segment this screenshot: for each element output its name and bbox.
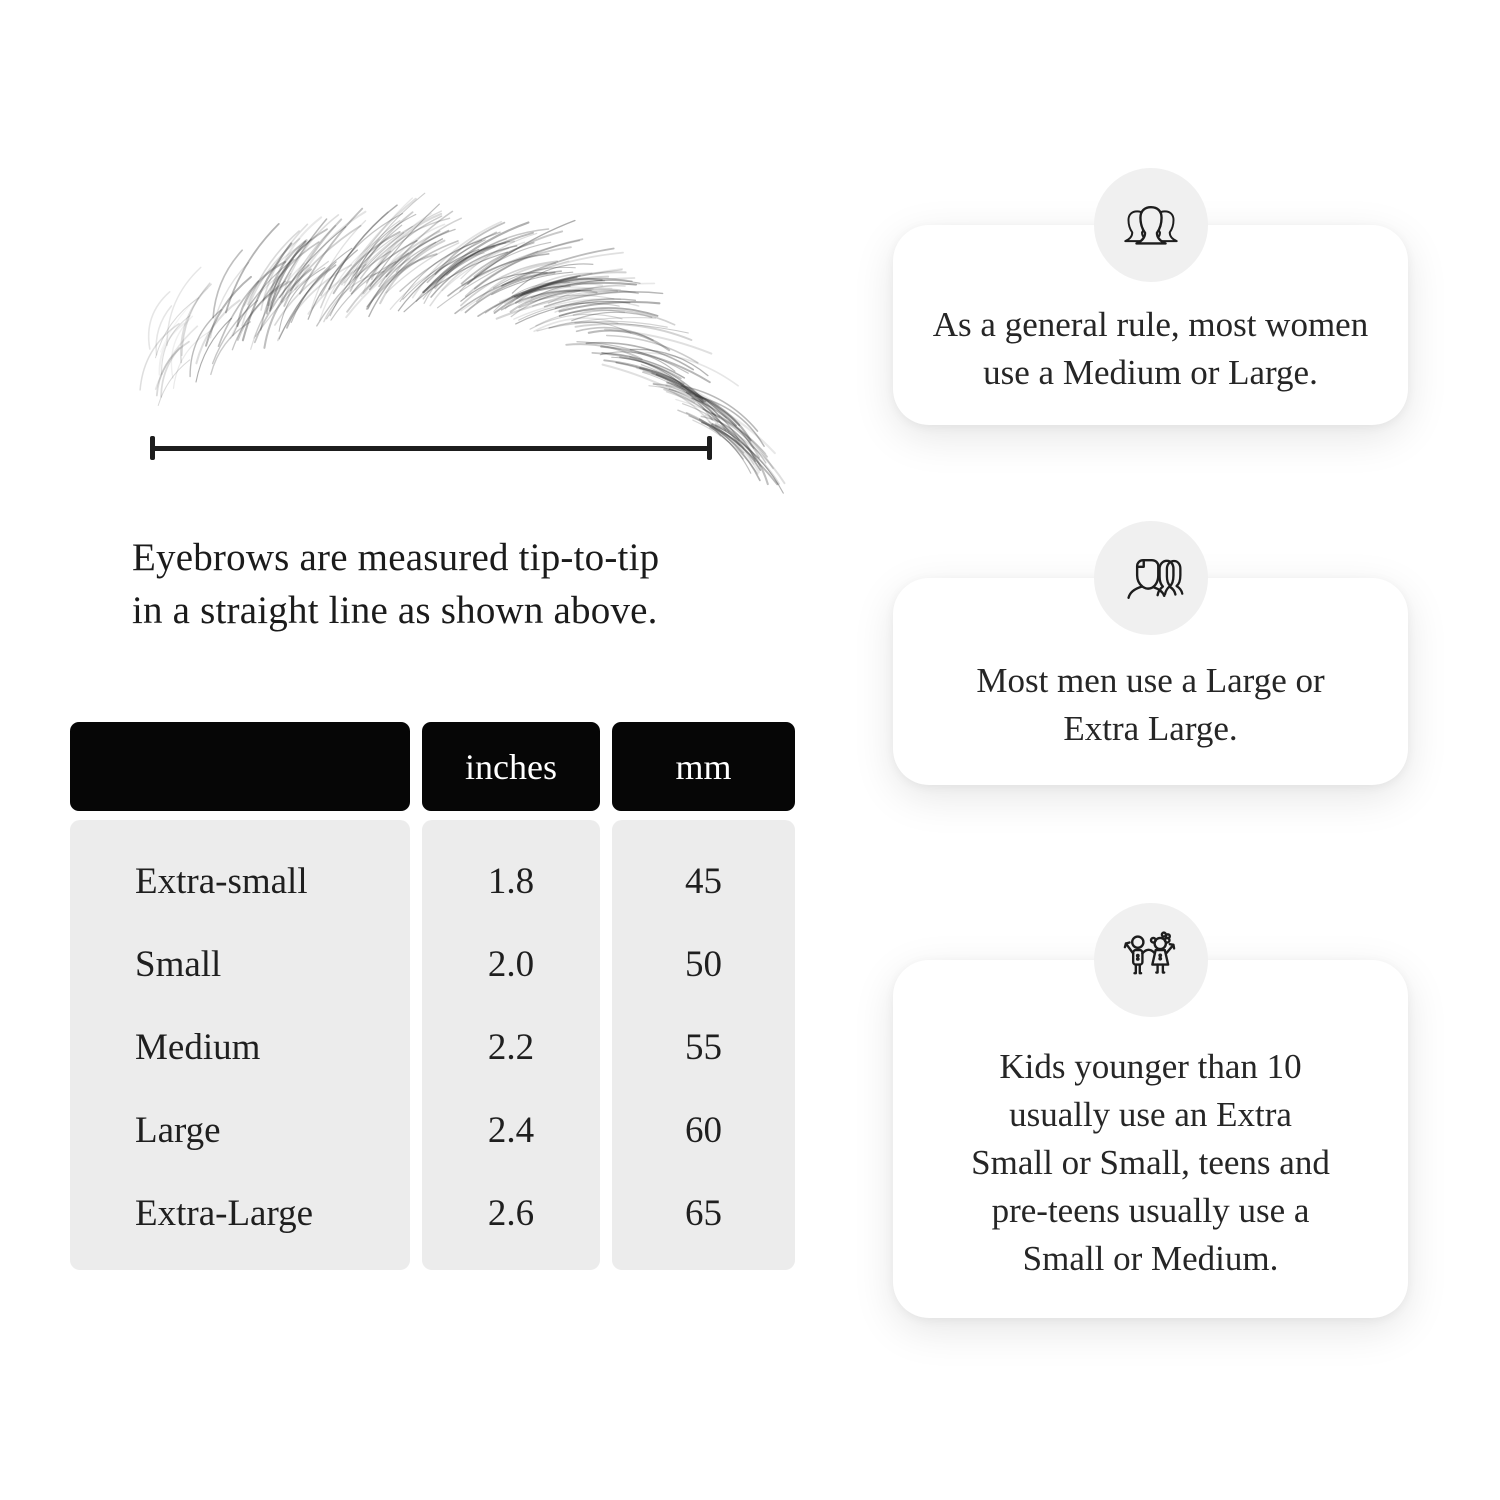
measurement-line-bar	[150, 446, 712, 451]
size-name-cell: Small	[135, 944, 222, 985]
card-text-line: pre-teens usually use a	[991, 1190, 1310, 1230]
size-name-cell: Medium	[135, 1027, 261, 1068]
card-text-line: As a general rule, most women	[932, 304, 1369, 344]
size-name-cell: Extra-small	[135, 861, 308, 902]
caption-line-1: Eyebrows are measured tip-to-tip	[132, 536, 660, 579]
card-text-line: Small or Medium.	[1022, 1238, 1279, 1278]
measurement-line-right-cap	[707, 436, 712, 460]
table-column-inches	[422, 820, 600, 1270]
mm-value-cell: 45	[685, 861, 722, 902]
info-card-kids	[893, 960, 1408, 1318]
mm-value-cell: 65	[685, 1193, 722, 1234]
card-text-line: Extra Large.	[1063, 709, 1238, 748]
size-name-cell: Large	[135, 1110, 221, 1151]
card-text-line: usually use an Extra	[1009, 1094, 1292, 1134]
card-text	[893, 225, 1408, 425]
inches-value-cell: 2.2	[487, 1027, 535, 1068]
mm-value-cell: 50	[685, 944, 722, 985]
table-column-mm	[612, 820, 795, 1270]
caption-line-2: in a straight line as shown above.	[132, 589, 658, 632]
mm-value-cell: 60	[685, 1110, 722, 1151]
card-text-line: Small or Small, teens and	[971, 1142, 1330, 1182]
card-text-line: use a Medium or Large.	[983, 352, 1318, 392]
inches-value-cell: 1.8	[487, 861, 535, 902]
card-text-line: Most men use a Large or	[976, 661, 1325, 700]
card-text	[893, 578, 1408, 785]
table-header-inches: inches	[422, 722, 600, 811]
info-card-men	[893, 578, 1408, 785]
card-text-line: Kids younger than 10	[999, 1046, 1302, 1086]
inches-value-cell: 2.0	[487, 944, 535, 985]
mm-value-cell: 55	[685, 1027, 722, 1068]
table-header-mm: mm	[612, 722, 795, 811]
inches-value-cell: 2.6	[487, 1193, 535, 1234]
inches-value-cell: 2.4	[487, 1110, 535, 1151]
size-name-cell: Extra-Large	[135, 1193, 314, 1234]
measurement-caption	[132, 531, 792, 637]
measurement-line	[150, 436, 712, 460]
table-header-size	[70, 722, 410, 811]
info-card-women	[893, 225, 1408, 425]
card-text	[893, 960, 1408, 1318]
table-column-size	[70, 820, 410, 1270]
